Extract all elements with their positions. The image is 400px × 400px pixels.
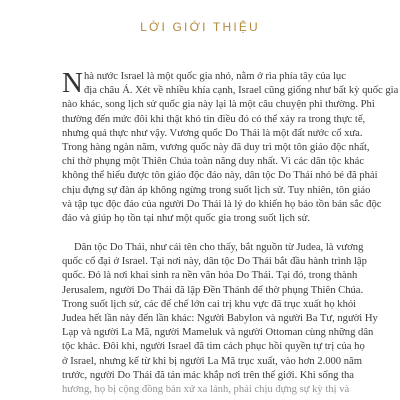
text-line: ở Israel, nhưng kể từ khi bị người La Mã trục xuất, vào hơn 2.000 năm [62, 355, 362, 367]
text-line: thường đến mức đôi khi thật khó tin điều đó có thể xảy ra trong thực tế, [62, 113, 366, 125]
paragraph-1 [62, 67, 399, 226]
text-line: Dân tộc Do Thái, như cái tên cho thấy, bắt nguồn từ Judea, là vương [74, 242, 364, 253]
text-line: hà nước Israel là một quốc gia nhỏ, nằm ở rìa phía tây của lục [83, 71, 346, 82]
text-line: Lạp và người La Mã, người Mameluk và người Ottoman cùng những dân [62, 327, 374, 339]
text-line: Jerusalem, người Do Thái đã lập Đền Thánh để thờ phụng Thiên Chúa. [62, 284, 364, 296]
text-line: Trong suốt lịch sử, các đế chế lớn cai trị khu vực đã trục xuất họ khỏi [62, 298, 357, 310]
paragraph-2 [62, 241, 378, 396]
text-line: quốc cổ đại ở Israel. Tại nơi này, dân tộc Do Thái bắt đầu hành trình lập [62, 256, 367, 268]
text-line: tộc khác. Đôi khi, người Israel đã tìm cách phục hồi quyền tự trị của họ [62, 341, 365, 353]
text-line: không thể hiểu được tôn giáo độc đáo này, dân tộc Do Thái nhỏ bé đã phải [62, 170, 378, 182]
page-title: LỜI GIỚI THIỆU [140, 20, 260, 34]
text-line: trước, người Do Thái đã tản mác khắp nơi trên thế giới. Khi sống tha [62, 369, 355, 381]
text-line: Trong hàng ngàn năm, vương quốc này đã duy trì một tôn giáo độc nhất, [62, 142, 370, 154]
text-line: địa châu Á. Xét về nhiều khía cạnh, Israel cũng giống như bất kỳ quốc gia [83, 85, 399, 97]
text-line: và tập tục độc đáo của người Do Thái là lý do khiến họ bảo tồn bản sắc độc [62, 198, 382, 210]
text-line: Judea hết lần này đến lần khác: Người Babylon và người Ba Tư, người Hy [62, 313, 378, 325]
dropcap-block [62, 67, 399, 99]
drop-cap-letter: N [62, 67, 83, 99]
text-line: chịu đựng sự đàn áp không ngừng trong suốt lịch sử. Tuy nhiên, tôn giáo [62, 184, 371, 196]
text-line: nhưng quả thực như vậy. Vương quốc Do Thái là một đất nước cổ xưa. [62, 127, 363, 139]
text-line: đáo và giúp họ tồn tại như một quốc gia trong suốt lịch sử. [62, 213, 311, 225]
text-line: nào khác, song lịch sử quốc gia này lại là một câu chuyện phi thường. Phi [62, 99, 375, 111]
text-line-cut-off: hương, họ bị cộng đồng bản xứ xa lánh, phải chịu đựng sự kỳ thị và [62, 384, 350, 396]
text-line: quốc. Đó là nơi khai sinh ra nền văn hóa Do Thái. Tại đó, trong thành [62, 270, 358, 282]
text-line: chỉ thờ phụng một Thiên Chúa toàn năng duy nhất. Vì các dân tộc khác [62, 156, 365, 168]
